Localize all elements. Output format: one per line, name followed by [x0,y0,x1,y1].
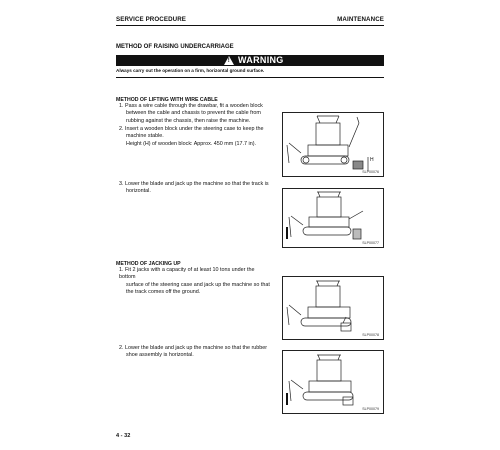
text-line: the track comes off the ground. [126,288,201,295]
figure-label-h: H [370,157,374,163]
text-line: horizontal. [126,188,151,195]
figure-code: SLP00077 [362,241,379,245]
bulldozer-illustration [283,351,383,413]
warning-rule [116,77,384,78]
jacking-title: METHOD OF JACKING UP [116,261,181,267]
warning-label: WARNING [238,55,284,65]
figure-jacking-up [282,276,384,340]
text-line: machine stable. [126,133,164,140]
figure-code: SLP00076 [362,170,379,174]
text-line: between the cable and chassis to prevent the cable from [126,110,261,117]
figure-wire-cable-lift [282,112,384,177]
header-rule [116,25,384,26]
header-right: MAINTENANCE [337,16,384,23]
text-line: 1. Fit 2 jacks with a capacity of at least 10 tons under the bottom [119,267,255,281]
text-line: Height (H) of wooden block: Approx. 450 mm (17.7 in). [126,140,257,147]
text-line: shoe assembly is horizontal. [126,352,194,359]
header-left: SERVICE PROCEDURE [116,16,187,23]
warning-triangle-icon: ! [224,56,234,65]
jacking-step-2 [119,345,271,360]
text-line: 3. Lower the blade and jack up the machine so that the track is [119,181,269,187]
page-number: 4 - 32 [116,433,131,439]
figure-rubber-shoe-horizontal [282,350,384,414]
text-line: surface of the steering case and jack up the machine so that [126,281,270,288]
lifting-step-1 [119,103,271,125]
lifting-step-2 [119,126,271,148]
figure-lower-blade-lift [282,188,384,248]
lifting-step-3 [119,181,271,196]
text-line: rubbing against the chassis, then raise the machine. [126,117,251,124]
bulldozer-illustration [283,189,383,247]
text-line: 2. Lower the blade and jack up the machine so that the rubber [119,345,268,351]
bulldozer-illustration [283,113,383,176]
bulldozer-illustration [283,277,383,339]
jacking-step-1 [119,267,271,296]
section-title: METHOD OF RAISING UNDERCARRIAGE [116,44,234,50]
text-line: 1. Pass a wire cable through the drawbar, fit a wooden block [119,103,263,109]
lifting-title: METHOD OF LIFTING WITH WIRE CABLE [116,97,218,103]
figure-code: SLP00079 [362,407,379,411]
warning-bar [116,55,384,66]
text-line: 2. Insert a wooden block under the steering case to keep the [119,126,264,132]
figure-code: SLP00078 [362,333,379,337]
warning-text: Always carry out the operation on a firm, horizontal ground surface. [116,68,265,73]
